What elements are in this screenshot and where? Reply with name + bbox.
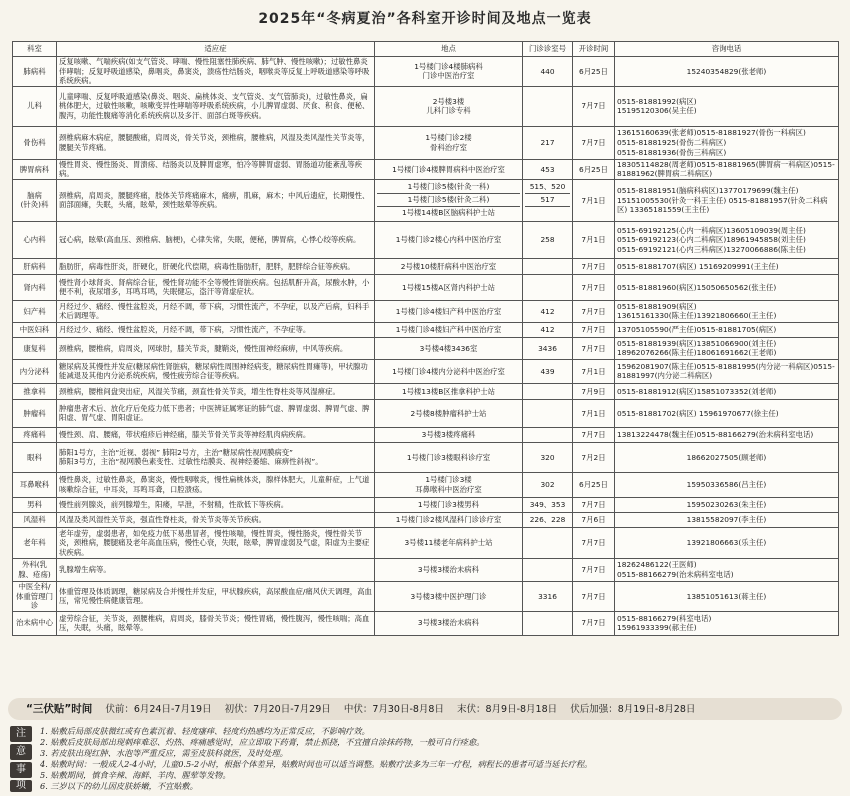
indication-cell: 颈椎病，腰椎间盘突出症，风湿关节痛，颈直性骨关节炎，增生性脊柱炎等风湿痹症。 [57, 383, 375, 399]
date-cell: 7月7日 [573, 322, 615, 337]
phone-line: 0515-81881925(骨伤二科病区) [617, 137, 727, 147]
dept-cell: 中医妇科 [13, 322, 57, 337]
location-line: 1号楼门诊4楼妇产科中医治疗室 [395, 325, 502, 335]
room-cell: 439 [523, 359, 573, 383]
table-row [13, 399, 839, 427]
date-cell: 7月7日 [573, 126, 615, 159]
date-cell: 7月2日 [573, 442, 615, 472]
phone-line: 18262486122(王医师) [617, 560, 697, 570]
notes-text [40, 726, 840, 792]
phone-cell [615, 512, 839, 527]
date-cell: 7月7日 [573, 497, 615, 512]
indication-cell: 肿瘤患者术后、放化疗后免疫力低下患者；中医辨证属寒证的肺气虚、脾胃虚弱、脾胃气虚、脾阳虚、胃气虚、胃阳虚证。 [57, 399, 375, 427]
date-cell: 7月6日 [573, 512, 615, 527]
table-header-row [13, 42, 839, 57]
phone-line: 0515-81881707(病区) 15169209991(王主任) [617, 261, 779, 271]
room-cell [523, 179, 573, 221]
schedule-table [12, 41, 839, 636]
location-line: 1号楼门诊2楼 [425, 133, 472, 143]
phone-line: 15961933399(郝主任) [617, 623, 697, 633]
notes-label: 事 [10, 762, 32, 778]
dept-cell: 脾胃病科 [13, 159, 57, 179]
table-row [13, 322, 839, 337]
phone-line: 13815582097(李主任) [686, 515, 767, 525]
location-cell [375, 581, 523, 611]
phone-cell [615, 300, 839, 322]
location-line: 1号楼门诊4楼脾胃病科中医治疗室 [392, 164, 505, 174]
dept-cell: 肺病科 [13, 57, 57, 87]
phone-line: 0515-88166279(治未病科室电话) [617, 569, 734, 579]
indication-cell: 冠心病，眩晕(高血压、颈椎病、脑梗)，心律失常，失眠，便秘，脾胃病，心悸心绞等疾病。 [57, 221, 375, 258]
dept-cell: 眼科 [13, 442, 57, 472]
date-cell: 7月1日 [573, 221, 615, 258]
indication-cell: 风湿及类风湿性关节炎，强直性脊柱炎，骨关节炎等关节疾病。 [57, 512, 375, 527]
location-line: 1号楼15楼A区肾内科护士站 [401, 282, 496, 292]
dept-cell: 外科(乳腺、疮疡) [13, 558, 57, 581]
band-item: 中伏：7月30日-8月8日 [343, 704, 444, 715]
room-cell: 258 [523, 221, 573, 258]
phone-line: 13851051613(蒋主任) [686, 591, 767, 601]
table-row [13, 86, 839, 126]
location-line: 1号楼门诊3楼 [425, 475, 472, 485]
phone-cell [615, 383, 839, 399]
phone-cell [615, 57, 839, 87]
phone-line: 15240354829(张老师) [686, 66, 767, 76]
date-cell: 7月7日 [573, 258, 615, 274]
notes-section [8, 726, 842, 792]
location-line: 1号楼门诊4楼肺病科 [414, 61, 483, 71]
room-cell [523, 258, 573, 274]
location-line: 3号楼3楼疼痛科 [421, 430, 476, 440]
location-line: 1号楼门诊2楼风湿科门诊诊疗室 [395, 515, 502, 525]
phone-cell [615, 179, 839, 221]
location-line: 耳鼻喉科中医治疗室 [415, 484, 482, 494]
location-cell [375, 221, 523, 258]
dept-cell: 内分泌科 [13, 359, 57, 383]
date-cell: 7月7日 [573, 558, 615, 581]
phone-cell [615, 399, 839, 427]
room-cell [523, 558, 573, 581]
table-row [13, 337, 839, 359]
date-cell: 7月7日 [573, 86, 615, 126]
table-row [13, 472, 839, 497]
dept-cell: 儿科 [13, 86, 57, 126]
location-line: 1号楼14楼B区脑病科护士站 [377, 206, 520, 219]
table-row [13, 512, 839, 527]
phone-line: 0515-81881951(脑病科病区)13770179699(魏主任) [617, 186, 799, 196]
phone-line: 13921806663(乐主任) [686, 538, 767, 548]
band-item: 末伏：8月9日-8月18日 [457, 704, 558, 715]
dept-cell: 妇产科 [13, 300, 57, 322]
indication-cell: 月经过少、痛经、慢性盆腔炎，月经不调，带下病，习惯性流产，不孕症等。 [57, 322, 375, 337]
phone-line: 0515-81881960(病区)15050650562(张主任) [617, 282, 777, 292]
phone-cell [615, 527, 839, 558]
date-cell: 6月25日 [573, 57, 615, 87]
room-line: 515、520 [529, 182, 566, 192]
room-cell: 3316 [523, 581, 573, 611]
location-cell [375, 472, 523, 497]
note-line: 2. 贴敷后皮肤局部出现刺痒难忍、灼热、疼痛感觉时，应立即取下药膏，禁止抓挠，不宜擅自涂抹药物，一般可自行痊愈。 [40, 737, 485, 747]
date-cell: 7月7日 [573, 527, 615, 558]
indication-cell: 反复咳嗽、气喘疾病(如支气管炎、哮喘、慢性阻塞性肺疾病、肺气肿、慢性咳嗽)；过敏性鼻炎伴哮喘；反复呼吸道感染，鼻咽炎，鼻窦炎，溃疡性结肠炎，咽喉炎等反复上呼吸道感染等呼吸系统疾病。 [57, 57, 375, 87]
indication-cell: 老年虚劳，虚弱患者，如免疫力低下易患冒者，慢性咳喘，慢性胃炎，慢性肠炎，慢性骨关节炎，颈椎病，腰腿痛及老年高血压病，慢性心衰，失眠，眩晕，脾胃虚弱及气虚，阳虚为主要症状疾病。 [57, 527, 375, 558]
notes-label: 注 [10, 726, 32, 742]
note-line: 5. 贴敷期间，慎食辛辣、海鲜、羊肉、腥荤等发物。 [40, 770, 231, 780]
phone-line: 15950336586(吕主任) [686, 480, 767, 490]
date-cell: 7月7日 [573, 611, 615, 635]
location-line: 1号楼13楼B区推拿科护士站 [401, 386, 496, 396]
location-line: 1号楼门诊3楼男科 [417, 500, 480, 510]
indication-cell: 乳腺增生病等。 [57, 558, 375, 581]
phone-cell [615, 472, 839, 497]
table-row [13, 359, 839, 383]
phone-cell [615, 86, 839, 126]
date-cell: 7月1日 [573, 179, 615, 221]
indication-cell: 颈椎病，肩周炎，腰腿疼痛，肢体关节疼痛麻木，痛痹，肌麻，麻木；中风后遗症，长期慢性、面部面瘫，失眠，头痛，眩晕，颈性眩晕等疾病。 [57, 179, 375, 221]
location-cell [375, 86, 523, 126]
phone-cell [615, 221, 839, 258]
location-line: 1号楼门诊2楼心内科中医治疗室 [395, 235, 502, 245]
location-line: 1号楼门诊3楼眼科诊疗室 [406, 452, 491, 462]
room-cell: 453 [523, 159, 573, 179]
table-row [13, 179, 839, 221]
dept-cell: 风湿科 [13, 512, 57, 527]
location-cell [375, 527, 523, 558]
table-row [13, 527, 839, 558]
phone-cell [615, 258, 839, 274]
location-line: 1号楼门诊5楼(针灸一科) [407, 182, 490, 192]
location-cell [375, 337, 523, 359]
room-cell [523, 427, 573, 442]
indication-cell: 颈椎病，腰椎病，肩周炎，网球肘，膝关节炎，腱鞘炎，慢性面神经麻痹，中风等疾病。 [57, 337, 375, 359]
phone-line: 0515-81881939(病区)13851066900(刘主任) [617, 338, 777, 348]
room-cell [523, 86, 573, 126]
phone-line: 15195120306(吴主任) [617, 106, 697, 116]
indication-cell: 脂肪肝，病毒性肝炎，肝硬化，肝硬化代偿期，病毒性脂肪肝，肥胖，肥胖综合征等疾病。 [57, 258, 375, 274]
indication-cell: 虚劳综合征，关节炎，颈腰椎病，肩周炎，膝骨关节炎；慢性胃痛，慢性腹泻，慢性咳喘；高血压，失眠，头痛，眩晕等。 [57, 611, 375, 635]
room-cell: 349、353 [523, 497, 573, 512]
header-phone: 咨询电话 [615, 42, 839, 57]
dept-cell: 耳鼻喉科 [13, 472, 57, 497]
table-row [13, 558, 839, 581]
dept-cell: 康复科 [13, 337, 57, 359]
location-cell [375, 512, 523, 527]
phone-line: 18305114828(周老师)0515-81881965(脾胃病一科病区)0515-81881962(脾胃病二科病区) [617, 159, 835, 179]
phone-line: 15950230263(朱主任) [686, 500, 767, 510]
room-cell: 320 [523, 442, 573, 472]
dept-cell: 中医全科/体重管理门诊 [13, 581, 57, 611]
location-cell [375, 427, 523, 442]
dept-cell: 心内科 [13, 221, 57, 258]
notes-label: 意 [10, 744, 32, 760]
location-line: 3号楼3楼治未病科 [417, 618, 480, 628]
indication-cell: 颈椎病麻木病症，腰腿酸痛，肩周炎，骨关节炎，颈椎病，腰椎病，风湿及类风湿性关节炎等，腰腿关节疼痛。 [57, 126, 375, 159]
indication-cell: 糖尿病及其慢性并发症(糖尿病性肾脏病，糖尿病性周围神经病变，糖尿病性胃瘫等)，甲状腺功能减退及其他内分泌系统疾病，慢性疲劳综合征等疾病。 [57, 359, 375, 383]
room-cell: 440 [523, 57, 573, 87]
header-date: 开诊时间 [573, 42, 615, 57]
location-line: 儿科门诊专科 [426, 106, 471, 116]
note-line: 6. 三岁以下的幼儿因皮肤娇嫩，不宜贴敷。 [40, 781, 198, 791]
phone-cell [615, 497, 839, 512]
date-cell: 7月7日 [573, 337, 615, 359]
note-line: 3. 若皮肤出现红肿、水泡等严重反应，需至皮肤科就医，及时处理。 [40, 748, 288, 758]
table-row [13, 497, 839, 512]
location-cell [375, 126, 523, 159]
table-row [13, 300, 839, 322]
sanfu-time-band [8, 698, 842, 720]
dept-cell: 脑病 (针灸)科 [13, 179, 57, 221]
phone-cell [615, 126, 839, 159]
room-cell: 3436 [523, 337, 573, 359]
room-cell: 412 [523, 300, 573, 322]
phone-line: 0515-69192125(心内一科病区)13605109039(周主任) [617, 225, 806, 235]
location-cell [375, 258, 523, 274]
header-dept: 科室 [13, 42, 57, 57]
location-line: 门诊中医治疗室 [422, 71, 475, 81]
location-line: 骨科治疗室 [430, 142, 467, 152]
phone-cell [615, 359, 839, 383]
phone-cell [615, 427, 839, 442]
location-line: 3号楼11楼老年病科护士站 [404, 538, 493, 548]
room-cell: 302 [523, 472, 573, 497]
location-cell [375, 558, 523, 581]
notes-label: 项 [10, 780, 32, 792]
dept-cell: 肾内科 [13, 274, 57, 300]
band-item: 伏后加强：8月19日-8月28日 [570, 704, 696, 715]
phone-line: 0515-69192121(心内三科病区)13270066886(陈主任) [617, 244, 806, 254]
location-cell [375, 179, 523, 221]
date-cell: 7月9日 [573, 383, 615, 399]
phone-line: 0515-81881909(病区) [617, 301, 697, 311]
indication-cell: 慢性胃炎、慢性肠炎、胃溃疡、结肠炎以及脾胃虚寒，怕冷等脾胃虚弱、胃肠道功能紊乱等疾病。 [57, 159, 375, 179]
date-cell: 7月7日 [573, 581, 615, 611]
room-cell [523, 274, 573, 300]
phone-line: 0515-81881702(病区) 15961970677(徐主任) [617, 408, 779, 418]
dept-cell: 治未病中心 [13, 611, 57, 635]
page-title: 2025年“冬病夏治”各科室开诊时间及地点一览表 [258, 11, 592, 27]
location-line: 3号楼3楼中医护理门诊 [410, 591, 487, 601]
date-cell: 6月25日 [573, 159, 615, 179]
table-row [13, 442, 839, 472]
dept-cell: 骨伤科 [13, 126, 57, 159]
phone-cell [615, 274, 839, 300]
table-row [13, 427, 839, 442]
phone-line: 0515-81881936(骨伤三科病区) [617, 147, 727, 157]
header-room: 门诊诊室号 [523, 42, 573, 57]
location-line: 1号楼门诊4楼妇产科中医治疗室 [395, 306, 502, 316]
location-cell [375, 497, 523, 512]
phone-line: 13813224478(魏主任)0515-88166279(治未病科室电话) [617, 430, 814, 440]
table-row [13, 159, 839, 179]
table-row [13, 221, 839, 258]
location-line: 3号楼4楼3436室 [419, 343, 478, 353]
date-cell: 6月25日 [573, 472, 615, 497]
note-line: 4. 贴敷时间：一般成人2-4小时，儿童0.5-2小时，根据个体差异，贴敷时间也可以适当调整。贴敷疗法多为三年一疗程，病程长的患者可适当延长疗程。 [40, 759, 593, 769]
table-row [13, 383, 839, 399]
location-line: 2号楼3楼 [432, 96, 465, 106]
location-cell [375, 383, 523, 399]
room-line [525, 206, 570, 219]
location-cell [375, 322, 523, 337]
note-line: 1. 贴敷后局部皮肤微红或有色素沉着、轻度瘙痒、轻度灼热感均为正常反应，不影响疗效。 [40, 726, 370, 736]
dept-cell: 疼痛科 [13, 427, 57, 442]
table-row [13, 258, 839, 274]
location-line: 3号楼3楼治未病科 [417, 565, 480, 575]
location-line: 1号楼门诊4楼内分泌科中医治疗室 [392, 366, 505, 376]
phone-line: 0515-81881912(病区)15851073352(刘老师) [617, 386, 777, 396]
location-line: 1号楼门诊5楼(针灸二科) [377, 193, 520, 206]
header-location: 地点 [375, 42, 523, 57]
band-item: 伏前：6月24日-7月19日 [105, 704, 212, 715]
phone-cell [615, 159, 839, 179]
phone-line: 0515-81881992(病区) [617, 96, 697, 106]
phone-line: 13705105590(严主任)0515-81881705(病区) [617, 325, 777, 335]
date-cell: 7月7日 [573, 274, 615, 300]
dept-cell: 肿瘤科 [13, 399, 57, 427]
phone-cell [615, 442, 839, 472]
room-cell: 226、228 [523, 512, 573, 527]
phone-line: 13615161330(陈主任)13921806660(王主任) [617, 311, 777, 321]
table-row [13, 581, 839, 611]
phone-cell [615, 611, 839, 635]
phone-line: 15962081907(陈主任)0515-81881995(内分泌一科病区)0515-81881997(内分泌二科病区) [617, 361, 835, 381]
date-cell: 7月1日 [573, 399, 615, 427]
date-cell: 7月1日 [573, 359, 615, 383]
room-cell: 217 [523, 126, 573, 159]
dept-cell: 男科 [13, 497, 57, 512]
band-item: 初伏：7月20日-7月29日 [224, 704, 331, 715]
room-cell [523, 383, 573, 399]
location-cell [375, 611, 523, 635]
table-row [13, 274, 839, 300]
phone-cell [615, 581, 839, 611]
dept-cell: 老年科 [13, 527, 57, 558]
indication-cell: 慢性肾小球肾炎、肾病综合征，慢性肾功能不全等慢性肾脏疾病。包括肌酐升高，尿酸水肿，小便不利，夜尿增多，耳鸣耳鸣，失眠健忘，盗汗等肾虚症状。 [57, 274, 375, 300]
table-row [13, 126, 839, 159]
indication-cell: 慢性前列腺炎，前列腺增生，阳痿，早泄，不射精，性欲低下等疾病。 [57, 497, 375, 512]
phone-line: 0515-88166279(科室电话) [617, 613, 712, 623]
phone-line: 18662027505(顾老师) [686, 452, 767, 462]
phone-cell [615, 558, 839, 581]
room-cell [523, 527, 573, 558]
location-line: 2号楼10楼肝病科中医治疗室 [400, 261, 497, 271]
phone-line: 0515-69192123(心内二科病区)18961945858(刘主任) [617, 235, 806, 245]
dept-cell: 推拿科 [13, 383, 57, 399]
indication-cell: 月经过少、痛经、慢性盆腔炎，月经不调，带下病，习惯性流产，不孕症，以及产后病，妇科手术后调理等。 [57, 300, 375, 322]
room-line: 517 [525, 193, 570, 206]
table-row [13, 611, 839, 635]
phone-line: 18962076266(陈主任)18061691662(王老师) [617, 348, 777, 358]
room-cell [523, 399, 573, 427]
phone-line: 13615160639(张老师)0515-81881927(骨伤一科病区) [617, 128, 806, 138]
room-cell: 412 [523, 322, 573, 337]
location-cell [375, 442, 523, 472]
location-cell [375, 274, 523, 300]
indication-cell: 慢性颈、肩、腰痛，带状疱疹后神经痛，膝关节骨关节炎等神经肌肉病疾病。 [57, 427, 375, 442]
room-cell [523, 611, 573, 635]
indication-cell: 儿童哮喘、反复呼吸道感染(鼻炎、咽炎、扁桃体炎、支气管炎、支气管肺炎)，过敏性鼻炎，扁桃体肥大，过敏性咳嗽，咳嗽变异性哮喘等呼吸系统疾病，小儿脾胃虚弱、厌食、积食、便秘、腹泻，功能性腹痛等消化系统疾病以及多汗、面部白斑等疾病。 [57, 86, 375, 126]
phone-cell [615, 337, 839, 359]
band-title: “三伏贴”时间 [26, 703, 93, 715]
location-cell [375, 57, 523, 87]
date-cell: 7月7日 [573, 300, 615, 322]
phone-cell [615, 322, 839, 337]
location-cell [375, 159, 523, 179]
location-cell [375, 300, 523, 322]
indication-cell: 体重管理及体质调理，糖尿病及合并慢性并发症，甲状腺疾病，高尿酸血症/痛风伏天调理，高血压，常见慢性病健康管理。 [57, 581, 375, 611]
date-cell: 7月7日 [573, 427, 615, 442]
location-line: 2号楼8楼肿瘤科护士站 [410, 408, 487, 418]
header-indication: 适应症 [57, 42, 375, 57]
phone-line: 15151005530(针灸一科王主任) 0515-81881957(针灸二科病区) 13365181559(王主任) [617, 195, 828, 215]
dept-cell: 肝病科 [13, 258, 57, 274]
indication-cell: 慢性鼻炎，过敏性鼻炎，鼻窦炎，慢性咽喉炎，慢性扁桃体炎，腺样体肥大，儿童鼾症，上气道咳嗽综合征，中耳炎，耳鸣耳聋，口腔溃疡。 [57, 472, 375, 497]
location-cell [375, 399, 523, 427]
table-row [13, 57, 839, 87]
location-cell [375, 359, 523, 383]
indication-cell: 肺阳1号方，主治“近视、弱视” 肺阳2号方，主治“糖尿病性视网膜病变” 肺阳3号方，主治“视网膜色素变性、过敏性结膜炎、视神经萎缩、麻痹性斜视”。 [57, 442, 375, 472]
